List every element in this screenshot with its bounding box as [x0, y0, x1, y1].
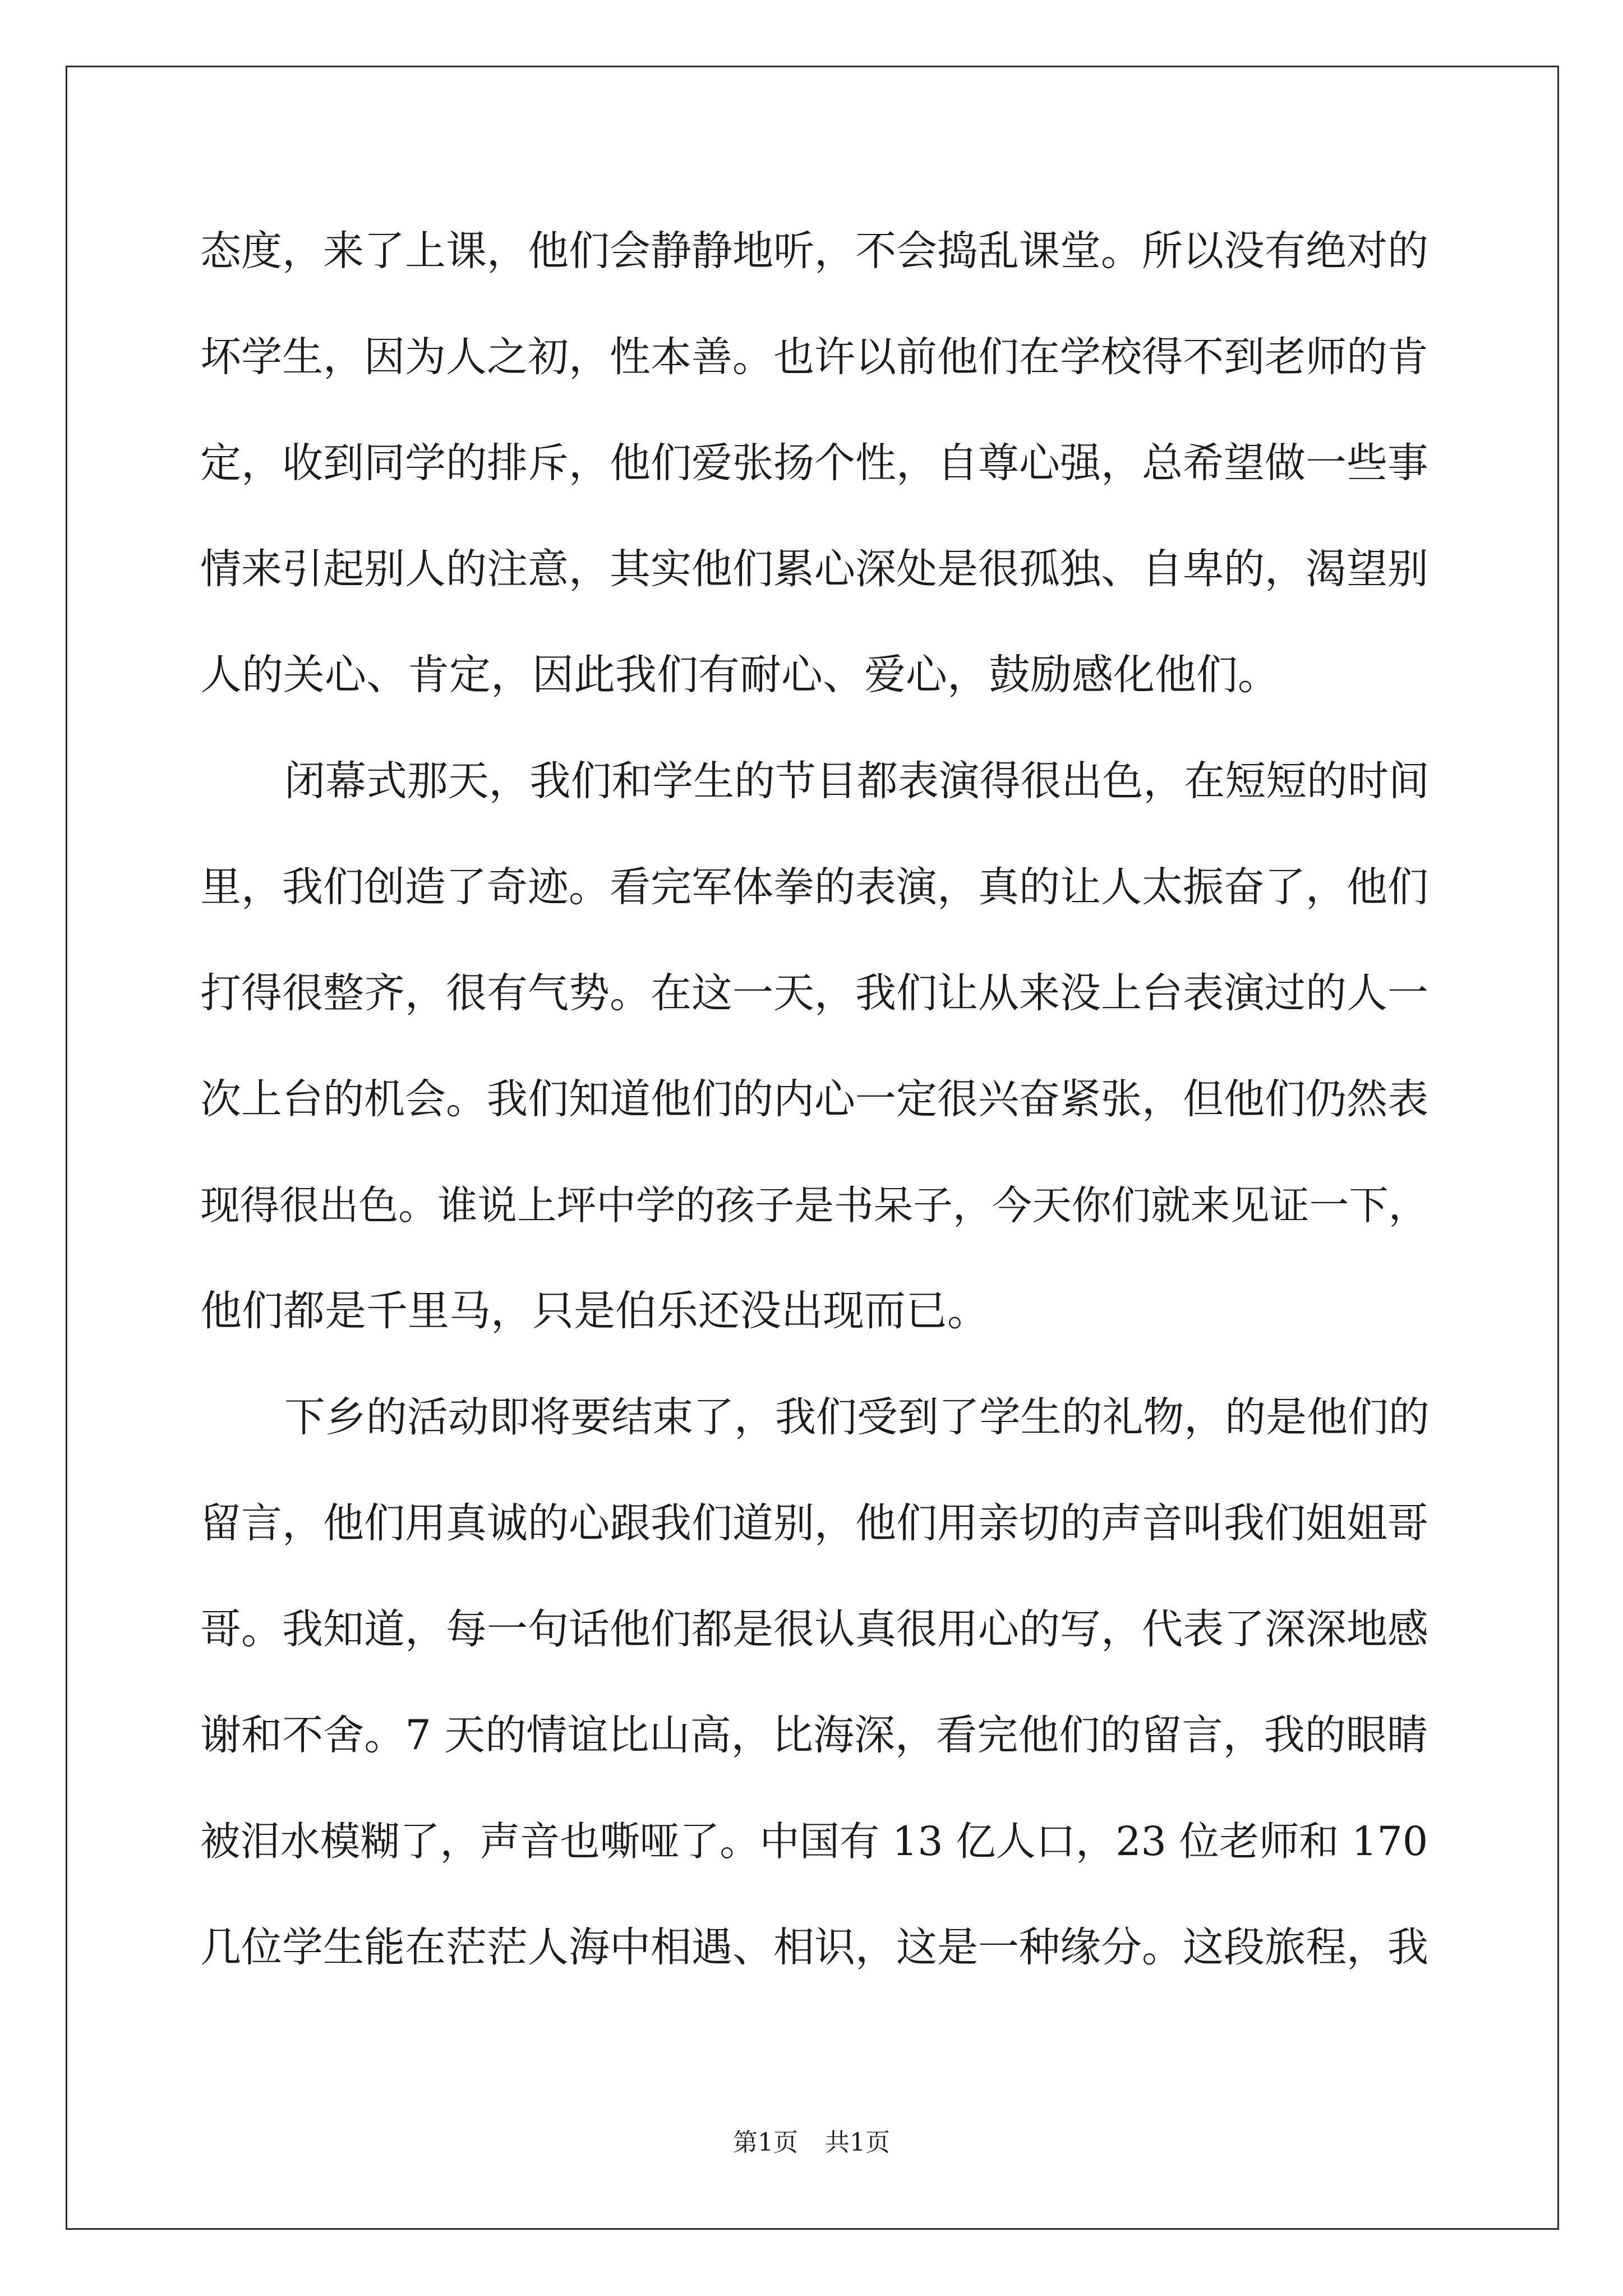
text-line: 下乡的活动即将要结束了，我们受到了学生的礼物，的是他们的 — [284, 1393, 1430, 1441]
document-body — [200, 208, 1428, 2010]
text-line: 坏学生，因为人之初，性本善。也许以前他们在学校得不到老师的肯 — [200, 333, 1428, 381]
text-line: 几位学生能在茫茫人海中相遇、相识，这是一种缘分。这段旅程，我 — [200, 1924, 1428, 1971]
text-line: 情来引起别人的注意，其实他们累心深处是很孤独、自卑的，渴望别 — [200, 545, 1428, 593]
text-line: 定，收到同学的排斥，他们爱张扬个性，自尊心强，总希望做一些事 — [200, 439, 1428, 487]
text-line: 现得很出色。谁说上坪中学的孩子是书呆子，今天你们就来见证一下， — [200, 1182, 1428, 1228]
text-line: 打得很整齐，很有气势。在这一天，我们让从来没上台表演过的人一 — [200, 969, 1428, 1017]
text-line: 谢和不舍。7 天的情谊比山高，比海深，看完他们的留言，我的眼睛 — [200, 1711, 1428, 1759]
text-line: 哥。我知道，每一句话他们都是很认真很用心的写，代表了深深地感 — [200, 1605, 1428, 1653]
page-footer — [0, 2126, 1623, 2160]
text-line: 里，我们创造了奇迹。看完军体拳的表演，真的让人太振奋了，他们 — [200, 863, 1428, 911]
text-line: 闭幕式那天，我们和学生的节目都表演得很出色，在短短的时间 — [284, 757, 1430, 805]
page-total-label: 共1页 — [825, 2128, 890, 2157]
text-line: 他们都是千里马，只是伯乐还没出现而已。 — [200, 1287, 989, 1335]
text-line: 态度，来了上课，他们会静静地听，不会捣乱课堂。所以没有绝对的 — [200, 227, 1428, 275]
text-line: 人的关心、肯定，因此我们有耐心、爱心，鼓励感化他们。 — [200, 651, 1279, 699]
page-current-label: 第1页 — [733, 2128, 798, 2157]
text-line: 留言，他们用真诚的心跟我们道别，他们用亲切的声音叫我们姐姐哥 — [200, 1499, 1428, 1547]
text-line: 被泪水模糊了，声音也嘶哑了。中国有 13 亿人口，23 位老师和 170 — [200, 1818, 1428, 1865]
text-line: 次上台的机会。我们知道他们的内心一定很兴奋紧张，但他们仍然表 — [200, 1075, 1428, 1123]
